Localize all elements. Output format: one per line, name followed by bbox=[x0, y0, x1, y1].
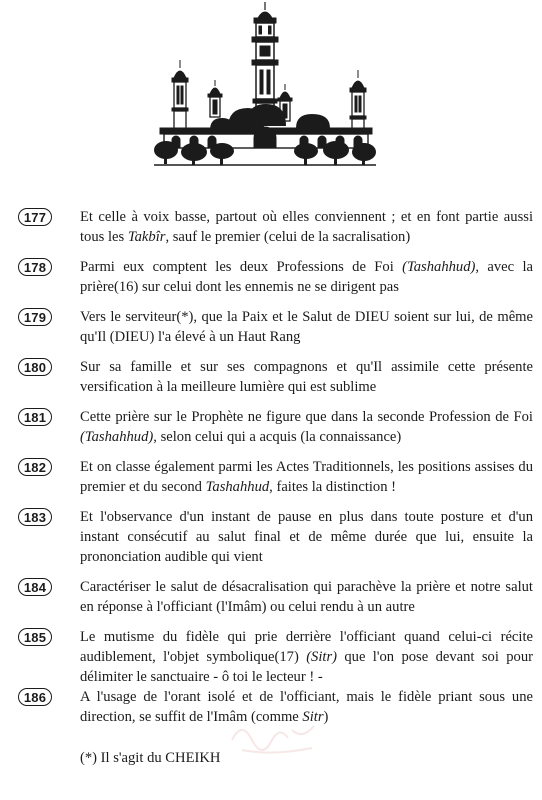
verse-text-segment: Et l'observance d'un instant de pause en plus dans toute posture et d'un instant consécutif au salut final et de même durée que lui, ensuite la prononciation audible qui vient bbox=[80, 509, 533, 565]
mosque-illustration bbox=[150, 0, 380, 168]
verse-text-segment: , avec la prière(16) sur celui dont les ennemis ne se dirigent pas bbox=[80, 259, 533, 295]
verse-text bbox=[80, 257, 533, 297]
verse-text-segment: Vers le serviteur(*), que la Paix et le Salut de DIEU soient sur lui, de même qu'Il (DIEU) l'a élevé à un Haut Rang bbox=[80, 309, 533, 345]
verse-181 bbox=[18, 407, 533, 447]
verse-number-badge: 183 bbox=[18, 508, 52, 526]
verse-number-badge: 184 bbox=[18, 578, 52, 596]
verse-179 bbox=[18, 307, 533, 347]
verse-184 bbox=[18, 577, 533, 617]
verse-text-segment: Parmi eux comptent les deux Professions de Foi bbox=[80, 259, 403, 275]
verse-text-italic: (Sitr) bbox=[306, 649, 337, 665]
verse-number-badge: 186 bbox=[18, 688, 52, 706]
verse-text-segment: A l'usage de l'orant isolé et de l'officiant, mais le fidèle priant sous une direction, se suffit de l'Imâm (comme bbox=[80, 689, 533, 725]
verse-number-badge: 180 bbox=[18, 358, 52, 376]
verse-180 bbox=[18, 357, 533, 397]
verse-text bbox=[80, 507, 533, 567]
verse-number-badge: 178 bbox=[18, 258, 52, 276]
verse-text-italic: Sitr bbox=[302, 709, 324, 725]
verse-185 bbox=[18, 627, 533, 687]
verse-number-badge: 182 bbox=[18, 458, 52, 476]
verse-text-italic: (Tashahhud) bbox=[402, 259, 476, 275]
verse-text-segment: ) bbox=[323, 709, 329, 725]
verse-text-segment: Et celle à voix basse, partout où elles conviennent ; et en font partie aussi tous les bbox=[80, 209, 533, 245]
verse-text-segment: que l'on pose devant soi pour délimiter le sanctuaire - ô toi le lecteur ! - bbox=[80, 649, 534, 685]
verse-text-segment: , selon celui qui a acquis (la connaissance) bbox=[153, 429, 402, 445]
verse-text-italic: (Tashahhud) bbox=[80, 429, 154, 445]
verse-177 bbox=[18, 207, 533, 247]
verse-text-segment: Le mutisme du fidèle qui prie derrière l'officiant quand celui-ci récite audiblement, l'objet symbolique(17) bbox=[80, 629, 533, 665]
verse-number-badge: 181 bbox=[18, 408, 52, 426]
verse-number-badge: 179 bbox=[18, 308, 52, 326]
verse-number-badge: 185 bbox=[18, 628, 52, 646]
verse-text bbox=[80, 307, 533, 347]
footnote: (*) Il s'agit du CHEIKH bbox=[80, 750, 221, 766]
verse-text-segment: , faites la distinction ! bbox=[269, 479, 397, 495]
verse-text-italic: Takbîr bbox=[127, 229, 166, 245]
verse-text bbox=[80, 457, 533, 497]
verse-text-italic: Tashahhud bbox=[205, 479, 270, 495]
verse-text bbox=[80, 407, 533, 447]
verse-text bbox=[80, 627, 533, 687]
verse-178 bbox=[18, 257, 533, 297]
verse-183 bbox=[18, 507, 533, 567]
faint-handwritten-mark bbox=[222, 700, 342, 760]
verse-text-segment: Sur sa famille et sur ses compagnons et qu'Il assimile cette présente versification à la meilleure lumière qui est sublime bbox=[80, 359, 533, 395]
verse-182 bbox=[18, 457, 533, 497]
verse-text bbox=[80, 207, 533, 247]
verse-text-segment: Cette prière sur le Prophète ne figure que dans la seconde Profession de Foi bbox=[80, 409, 533, 425]
verse-text-segment: Et on classe également parmi les Actes Traditionnels, les positions assises du premier et du second bbox=[80, 459, 533, 495]
verse-text-segment: Caractériser le salut de désacralisation qui parachève la prière et notre salut en réponse à l'officiant (l'Imâm) ou celui rendu à un autre bbox=[80, 579, 533, 615]
verse-text bbox=[80, 577, 533, 617]
verse-text-segment: , sauf le premier (celui de la sacralisation) bbox=[165, 229, 411, 245]
verse-number-badge: 177 bbox=[18, 208, 52, 226]
verse-text bbox=[80, 357, 533, 397]
